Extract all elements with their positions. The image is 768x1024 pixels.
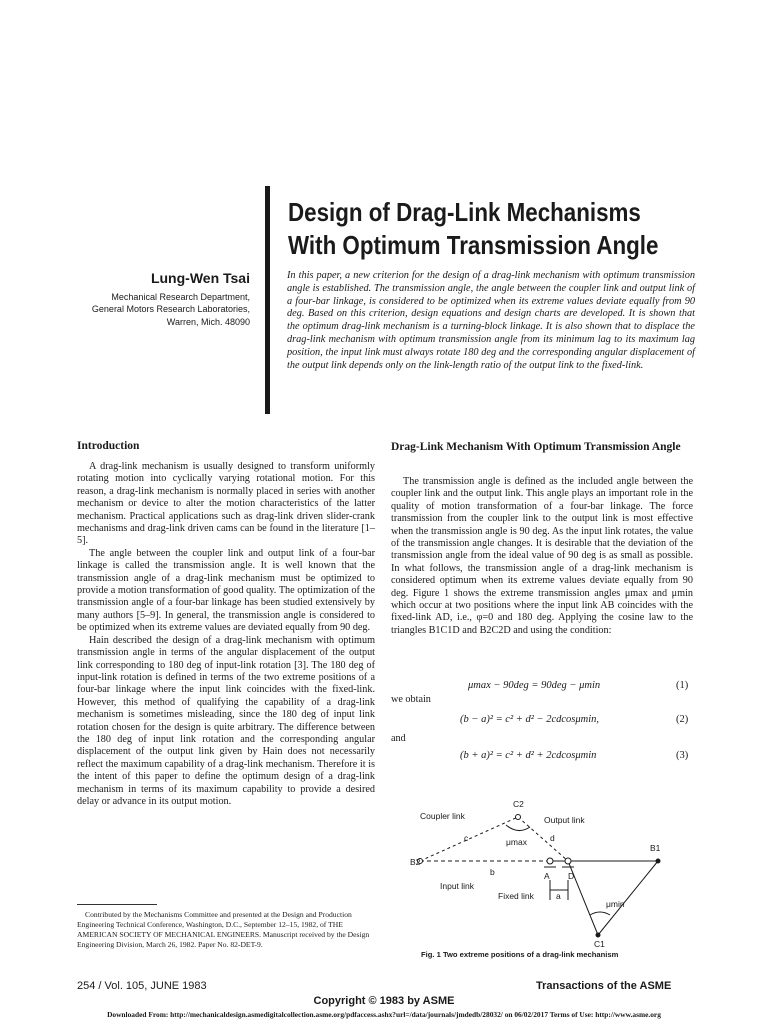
figure-1-caption: Fig. 1 Two extreme positions of a drag-link mechanism (421, 950, 619, 959)
page-footer-volume: 254 / Vol. 105, JUNE 1983 (77, 980, 207, 992)
and-text: and (391, 733, 406, 744)
title-line-1: Design of Drag-Link Mechanisms (288, 197, 641, 227)
section-body (391, 476, 693, 637)
joint-b1 (656, 859, 660, 863)
fig-label-a: a (556, 891, 561, 901)
fig-label-output-link: Output link (544, 815, 585, 825)
fig-label-b1: B1 (650, 843, 661, 853)
affiliation-line: General Motors Research Laboratories, (91, 304, 250, 315)
section-paragraph: The transmission angle is defined as the included angle between the coupler link and the output link. This angle plays an important role in the quality of motion transformation of a four-bar linkage. The force transmission from the coupler link to the output link is most effective when the transmission angle is 90 deg. As the input link rotates, the value of the transmission angle changes. It is desirable that the deviation of the transmission angle from the ideal value of 90 deg is as small as possible. In what follows, the transmission angle of a drag-link mechanism is considered optimum when its extreme values deviate equally from 90 deg. Figure 1 shows the extreme transmission angles μmax and μmin which occur at two positions where the input link AB coincides with the fixed-link AD, i.e., φ=0 and 180 deg. Applying the cosine law to the triangles B1C1D and B2C2D and using the condition: (391, 476, 693, 636)
fig-label-c2: C2 (513, 799, 524, 809)
footnote: Contributed by the Mechanisms Committee and presented at the Design and Production Engineering Technical Conference, Washington, D.C., September 12–15, 1982, of THE AMERICAN SOCIETY OF MECHANICAL ENGINEERS. Manuscript received by the Design Engineering Division, March 26, 1982. Paper No. 82-DET-9. (77, 910, 370, 949)
figure-1-diagram (410, 795, 700, 950)
equation-3: (b + a)² = c² + d² + 2cdcosμmin (460, 750, 597, 761)
equation-1-number: (1) (676, 680, 689, 691)
fig-label-coupler-link: Coupler link (420, 811, 465, 821)
fig-label-c1: C1 (594, 939, 605, 949)
equation-1: μmax − 90deg = 90deg − μmin (468, 680, 601, 691)
affiliation-line: Warren, Mich. 48090 (166, 316, 250, 327)
fig-label-mu-min: μmin (606, 899, 625, 909)
coupler-link-b1c1 (598, 861, 658, 935)
intro-paragraph: A drag-link mechanism is usually designed to transform uniformly rotating motion into cyclically varying rotational motion. For this reason, a drag-link mechanism is normally placed in series with another mechanism or device to alter the motion characteristics of the latter mechanism. Practical applications such as drag-link driven slider-crank mechanisms and drag-link driven cams can be found in the literature [1–5]. (77, 461, 375, 547)
fig-label-c: c (464, 833, 469, 843)
page-footer-journal: Transactions of the ASME (536, 980, 672, 992)
title-rule-bar (265, 186, 270, 414)
paper-title (288, 196, 692, 262)
fig-label-input-link: Input link (440, 881, 475, 891)
intro-paragraph: Hain described the design of a drag-link mechanism with optimum transmission angle in terms of the angular displacement of the output link corresponding to 180 deg of input-link rotation [3]. The 180 deg of input-link rotation is defined in terms of the two extreme positions of a four-bar linkage where the input link coincides with the fixed-link. However, this method of qualifying the capability of a drag-link mechanism is sometimes misleading, since the 180 deg of input link rotation chosen for the design is quite arbitrary. The difference between the 180 deg of input link rotation and the corresponding angular displacement of the output link given by Hain does not necessarily reflect the maximum capability of a drag-link mechanism. Therefore it is the intent of this paper to define the optimum design of a drag-link mechanism in terms of its maximum capability to provide a desired delay or advance in its output motion. (77, 634, 375, 807)
fig-label-b2: B2 (410, 857, 421, 867)
pivot-a (547, 858, 553, 864)
fig-label-fixed-link: Fixed link (498, 891, 534, 901)
we-obtain-text: we obtain (391, 694, 431, 705)
fig-label-a-upper: A (544, 871, 550, 881)
author-affiliation (60, 291, 250, 328)
joint-c1 (596, 933, 600, 937)
mu-max-arc (506, 825, 530, 831)
title-line-2: With Optimum Transmission Angle (288, 230, 659, 260)
coupler-link-b2c2 (420, 817, 518, 861)
copyright-notice: Copyright © 1983 by ASME (313, 995, 455, 1007)
section-heading: Drag-Link Mechanism With Optimum Transmission Angle (391, 441, 681, 453)
pivot-d (565, 858, 571, 864)
intro-body (77, 461, 375, 808)
intro-heading: Introduction (77, 440, 140, 452)
affiliation-line: Mechanical Research Department, (111, 292, 250, 302)
mu-min-arc (590, 912, 610, 915)
fig-label-d: d (550, 833, 555, 843)
fig-label-b: b (490, 867, 495, 877)
intro-paragraph: The angle between the coupler link and output link of a four-bar linkage is called the transmission angle. It is well known that the transmission angle of a drag-link mechanism must be optimized to provide a motion transformation of good quality. The optimization of the transmission angle of a four-bar linkage has been studied extensively by many authors [5–9]. In general, the transmission angle is considered to be optimized when its extreme values are deviated equally from 90 deg. (77, 547, 375, 634)
abstract: In this paper, a new criterion for the design of a drag-link mechanism with optimum transmission angle is established. The transmission angle, the angle between the coupler link and output link of a four-bar linkage, is considered to be optimized when its extreme values deviate equally from 90 deg. Based on this criterion, design equations and design charts are developed. It is shown that the optimum drag-link mechanism is a turning-block linkage. It is also shown that to displace the drag-link mechanism with optimum transmission angle from its minimum lag to its maximum lag position, the input link must always rotate 180 deg and the corresponding angular displacement of the output link depends only on the link-length ratio of the output link to the fixed-link. (287, 270, 695, 371)
equation-2: (b − a)² = c² + d² − 2cdcosμmin, (460, 714, 599, 725)
equation-2-number: (2) (676, 714, 689, 725)
equation-3-number: (3) (676, 750, 689, 761)
download-notice: Downloaded From: http://mechanicaldesign.asmedigitalcollection.asme.org/pdfaccess.ashx?url=/data/journals/jmdedb/28032/ on 06/02/2017 Terms of Use: http://www.asme.org (107, 1010, 661, 1019)
footnote-divider (77, 904, 157, 905)
author-name: Lung-Wen Tsai (150, 270, 250, 286)
fig-label-mu-max: μmax (506, 837, 527, 847)
fig-label-d-upper: D (568, 871, 575, 881)
joint-c2 (516, 815, 521, 820)
